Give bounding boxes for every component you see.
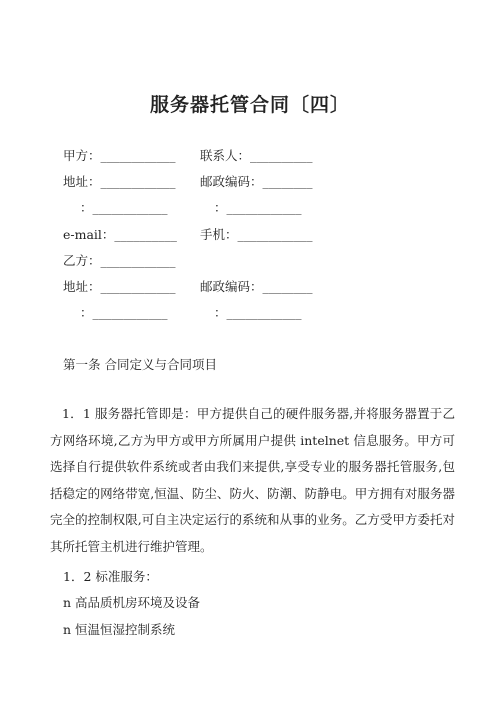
party-b-label: 乙方：____________ [63,253,176,268]
clause-1-2: 1．2 标准服务： [63,569,158,584]
party-a-postcode: 邮政编码：________ [200,174,313,189]
list-item: n 高品质机房环境及设备 [63,595,201,610]
clause-1-1: 1．1 服务器托管即是：甲方提供自己的硬件服务器,并将服务器置于乙方网络环境,乙方为甲方或甲方所属用户提供 intelnet 信息服务。甲方可选择自行提供软件系统或者由我们来提供,享受专业的服务器托管服务,包括稳定的网络带宽,恒温、防尘、防火、防潮、防静电。甲方拥有对服务器完全的控制权限,可自主决定运行的系统和从事的业务。乙方受甲方委托对其所托管主机进行维护管理。 [50,406,455,554]
party-a-address: 地址：____________ [63,174,176,189]
article-heading: 第一条 合同定义与合同项目 [63,357,217,372]
party-a-email: e-mail：__________ [63,227,177,242]
party-a-extra-right: ：____________ [214,200,302,215]
party-a-mobile: 手机：____________ [200,227,313,242]
party-b-extra-left: ：____________ [80,305,168,320]
party-b-extra-right: ：____________ [214,305,302,320]
party-a-label: 甲方：____________ [63,148,176,163]
party-b-address: 地址：____________ [63,279,176,294]
list-item: n 恒温恒湿控制系统 [63,622,176,637]
party-a-extra-left: ：____________ [80,200,168,215]
party-a-contact: 联系人：__________ [200,148,313,163]
page-title: 服务器托管合同〔四〕 [149,94,350,116]
party-b-postcode: 邮政编码：________ [200,279,313,294]
